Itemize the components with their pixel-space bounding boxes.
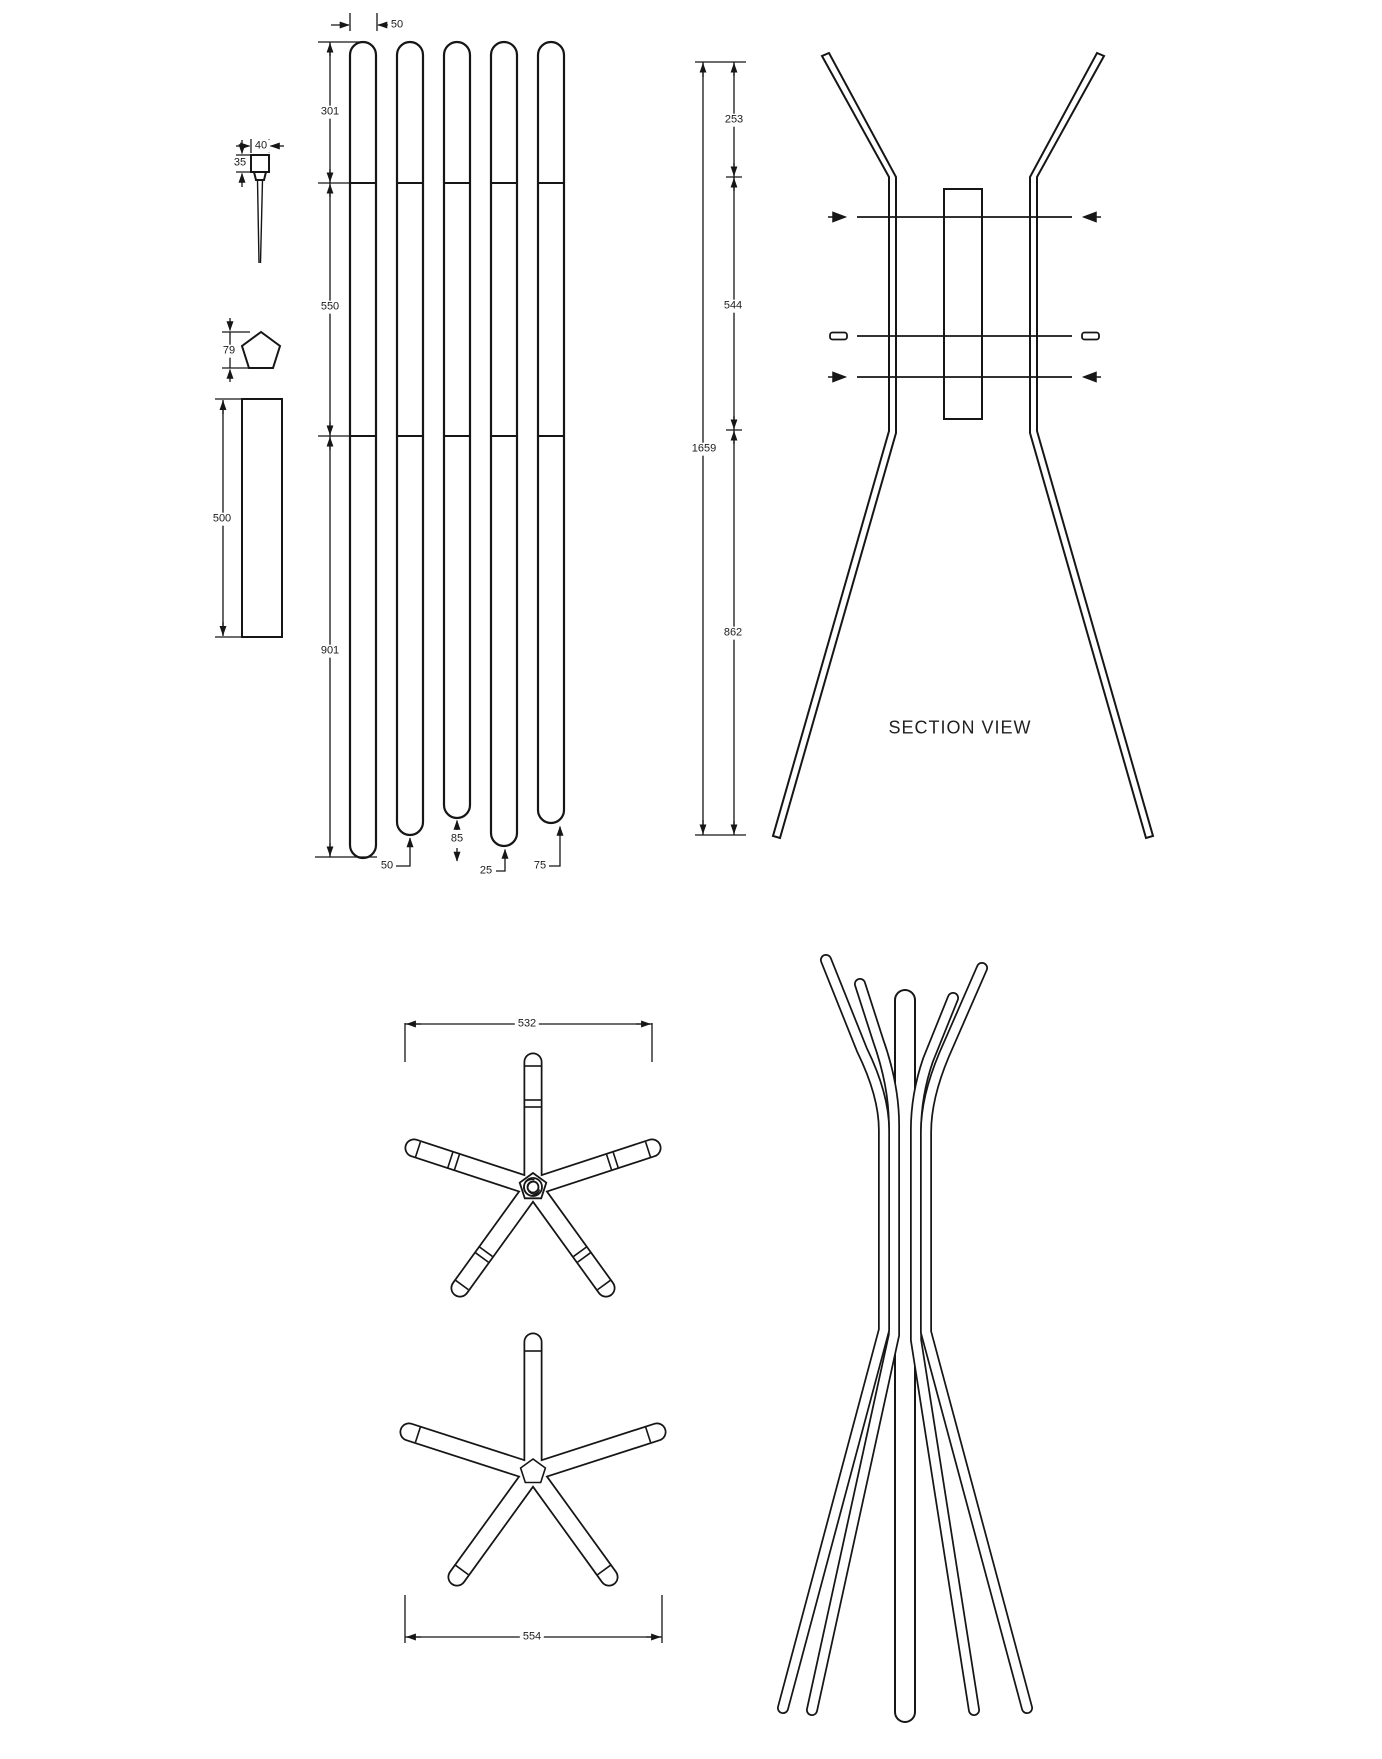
dim-knob-height: 79 bbox=[220, 345, 238, 358]
cap-detail-drawing bbox=[251, 155, 269, 263]
dim-section-upper: 253 bbox=[722, 114, 746, 127]
dim-slat-middle: 550 bbox=[318, 301, 342, 314]
dim-section-overall: 1659 bbox=[689, 443, 719, 456]
dim-plan-bottom-width: 554 bbox=[520, 1631, 544, 1644]
plan-bottom-drawing bbox=[409, 1342, 657, 1577]
dim-slat-width: 50 bbox=[388, 19, 406, 32]
slats-drawing bbox=[350, 42, 564, 858]
plank-detail-drawing bbox=[242, 399, 282, 637]
section-view-caption: SECTION VIEW bbox=[888, 717, 1032, 738]
dim-cap-width: 40 bbox=[252, 140, 270, 153]
dim-slat-upper: 301 bbox=[318, 106, 342, 119]
dim-slat3-offset: 85 bbox=[448, 833, 466, 846]
dim-slat4-offset: 25 bbox=[477, 865, 495, 878]
dim-cap-height: 35 bbox=[231, 157, 249, 170]
knob-detail-drawing bbox=[242, 332, 280, 368]
dim-section-lower: 862 bbox=[721, 627, 745, 640]
plan-top-drawing bbox=[414, 1062, 652, 1290]
dim-section-middle: 544 bbox=[721, 300, 745, 313]
dim-plan-top-width: 532 bbox=[515, 1018, 539, 1031]
dim-slat5-offset: 75 bbox=[531, 860, 549, 873]
dim-slat2-offset: 50 bbox=[378, 860, 396, 873]
dim-slat-lower: 901 bbox=[318, 645, 342, 658]
elevation-drawing bbox=[783, 960, 1027, 1712]
dim-plank-length: 500 bbox=[210, 513, 234, 526]
